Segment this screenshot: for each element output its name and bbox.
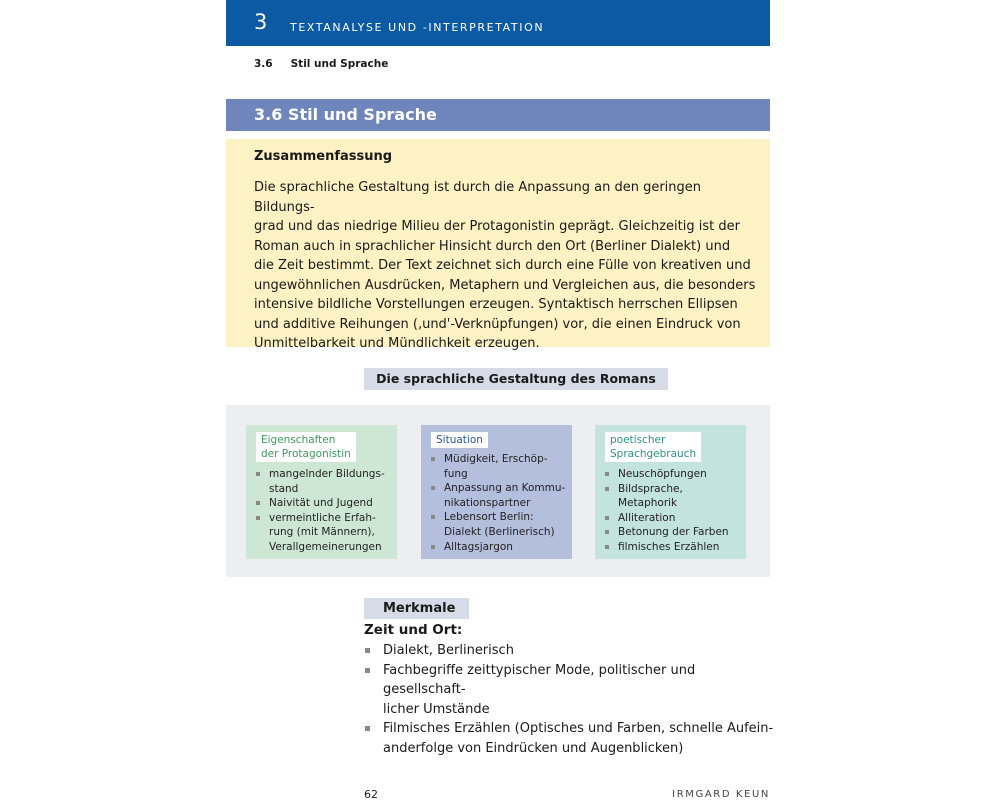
- summary-line: grad und das niedrige Milieu der Protagonistin geprägt. Gleichzeitig ist der: [254, 219, 740, 234]
- list-item: Neuschöpfungen: [605, 467, 743, 482]
- box-label: Situation: [431, 432, 488, 448]
- list-item: Lebensort Berlin: Dialekt (Berlinerisch): [431, 510, 569, 539]
- section-title-bar: [226, 99, 770, 131]
- diagram-area: [226, 405, 770, 577]
- list-item: Anpassung an Kommu- nikationspartner: [431, 481, 569, 510]
- list-item: Filmisches Erzählen (Optisches und Farben, schnelle Aufein- anderfolge von Eindrücken und Augenblicken): [364, 719, 774, 758]
- box-label: Eigenschaften der Protagonistin: [256, 432, 356, 462]
- summary-line: intensive bildliche Vorstellungen erzeugen. Syntaktisch herrschen Ellipsen: [254, 297, 738, 312]
- bullet-icon: [605, 545, 609, 549]
- box-list: [256, 467, 394, 555]
- list-item: Alltagsjargon: [431, 540, 569, 555]
- list-item: Alliteration: [605, 511, 743, 526]
- bullet-icon: [365, 726, 370, 731]
- merkmale-list: [364, 641, 774, 758]
- summary-line: Roman auch in sprachlicher Hinsicht durch den Ort (Berliner Dialekt) und: [254, 238, 731, 254]
- diagram-title: Die sprachliche Gestaltung des Romans: [364, 368, 668, 390]
- summary-line: und additive Reihungen (‚und'-Verknüpfungen) vor, die einen Eindruck von: [254, 316, 741, 332]
- summary-line: Die sprachliche Gestaltung ist durch die Anpassung an den geringen Bildungs-: [254, 180, 702, 215]
- chapter-header-bar: [226, 0, 770, 46]
- running-head-number: 3.6: [254, 58, 273, 70]
- summary-line: Unmittelbarkeit und Mündlichkeit erzeugen.: [254, 336, 540, 351]
- bullet-icon: [431, 545, 435, 549]
- chapter-title: TEXTANALYSE UND -INTERPRETATION: [290, 21, 545, 34]
- box-poetic-language: [595, 425, 746, 559]
- box-list: [605, 467, 743, 555]
- box-list: [431, 452, 569, 554]
- chapter-number: 3: [254, 10, 268, 34]
- summary-line: ungewöhnlichen Ausdrücken, Metaphern und Vergleichen aus, die besonders: [254, 277, 756, 293]
- running-head: [254, 58, 406, 70]
- section-title: 3.6 Stil und Sprache: [254, 105, 437, 124]
- list-item: Bildsprache, Metaphorik: [605, 482, 743, 511]
- list-item: vermeintliche Erfah- rung (mit Männern), Verallgemeinerungen: [256, 511, 394, 555]
- summary-title: Zusammenfassung: [254, 149, 393, 164]
- summary-line: die Zeit bestimmt. Der Text zeichnet sich durch eine Fülle von kreativen und: [254, 258, 751, 273]
- bullet-icon: [431, 515, 435, 519]
- list-item: Müdigkeit, Erschöp- fung: [431, 452, 569, 481]
- book-page: [226, 0, 774, 801]
- footer-author: IRMGARD KEUN: [672, 789, 770, 800]
- list-item: Naivität und Jugend: [256, 496, 394, 511]
- box-protagonist-traits: [246, 425, 397, 559]
- bullet-icon: [256, 516, 260, 520]
- bullet-icon: [605, 487, 609, 491]
- bullet-icon: [256, 472, 260, 476]
- merkmale-heading: Zeit und Ort:: [364, 622, 463, 638]
- list-item: Dialekt, Berlinerisch: [364, 641, 774, 661]
- bullet-icon: [605, 472, 609, 476]
- bullet-icon: [431, 486, 435, 490]
- bullet-icon: [605, 516, 609, 520]
- running-head-title: Stil und Sprache: [290, 58, 389, 70]
- box-situation: [421, 425, 572, 559]
- list-item: Betonung der Farben: [605, 525, 743, 540]
- summary-box: [226, 139, 770, 351]
- list-item: Fachbegriffe zeittypischer Mode, politischer und gesellschaft- licher Umstände: [364, 661, 774, 720]
- bullet-icon: [365, 648, 370, 653]
- bullet-icon: [605, 530, 609, 534]
- summary-text: [254, 178, 764, 354]
- merkmale-label: Merkmale: [364, 598, 469, 619]
- bullet-icon: [365, 668, 370, 673]
- bullet-icon: [431, 457, 435, 461]
- bullet-icon: [256, 501, 260, 505]
- box-label: poetischer Sprachgebrauch: [605, 432, 701, 462]
- list-item: filmisches Erzählen: [605, 540, 743, 555]
- list-item: mangelnder Bildungs- stand: [256, 467, 394, 496]
- page-number: 62: [364, 788, 378, 801]
